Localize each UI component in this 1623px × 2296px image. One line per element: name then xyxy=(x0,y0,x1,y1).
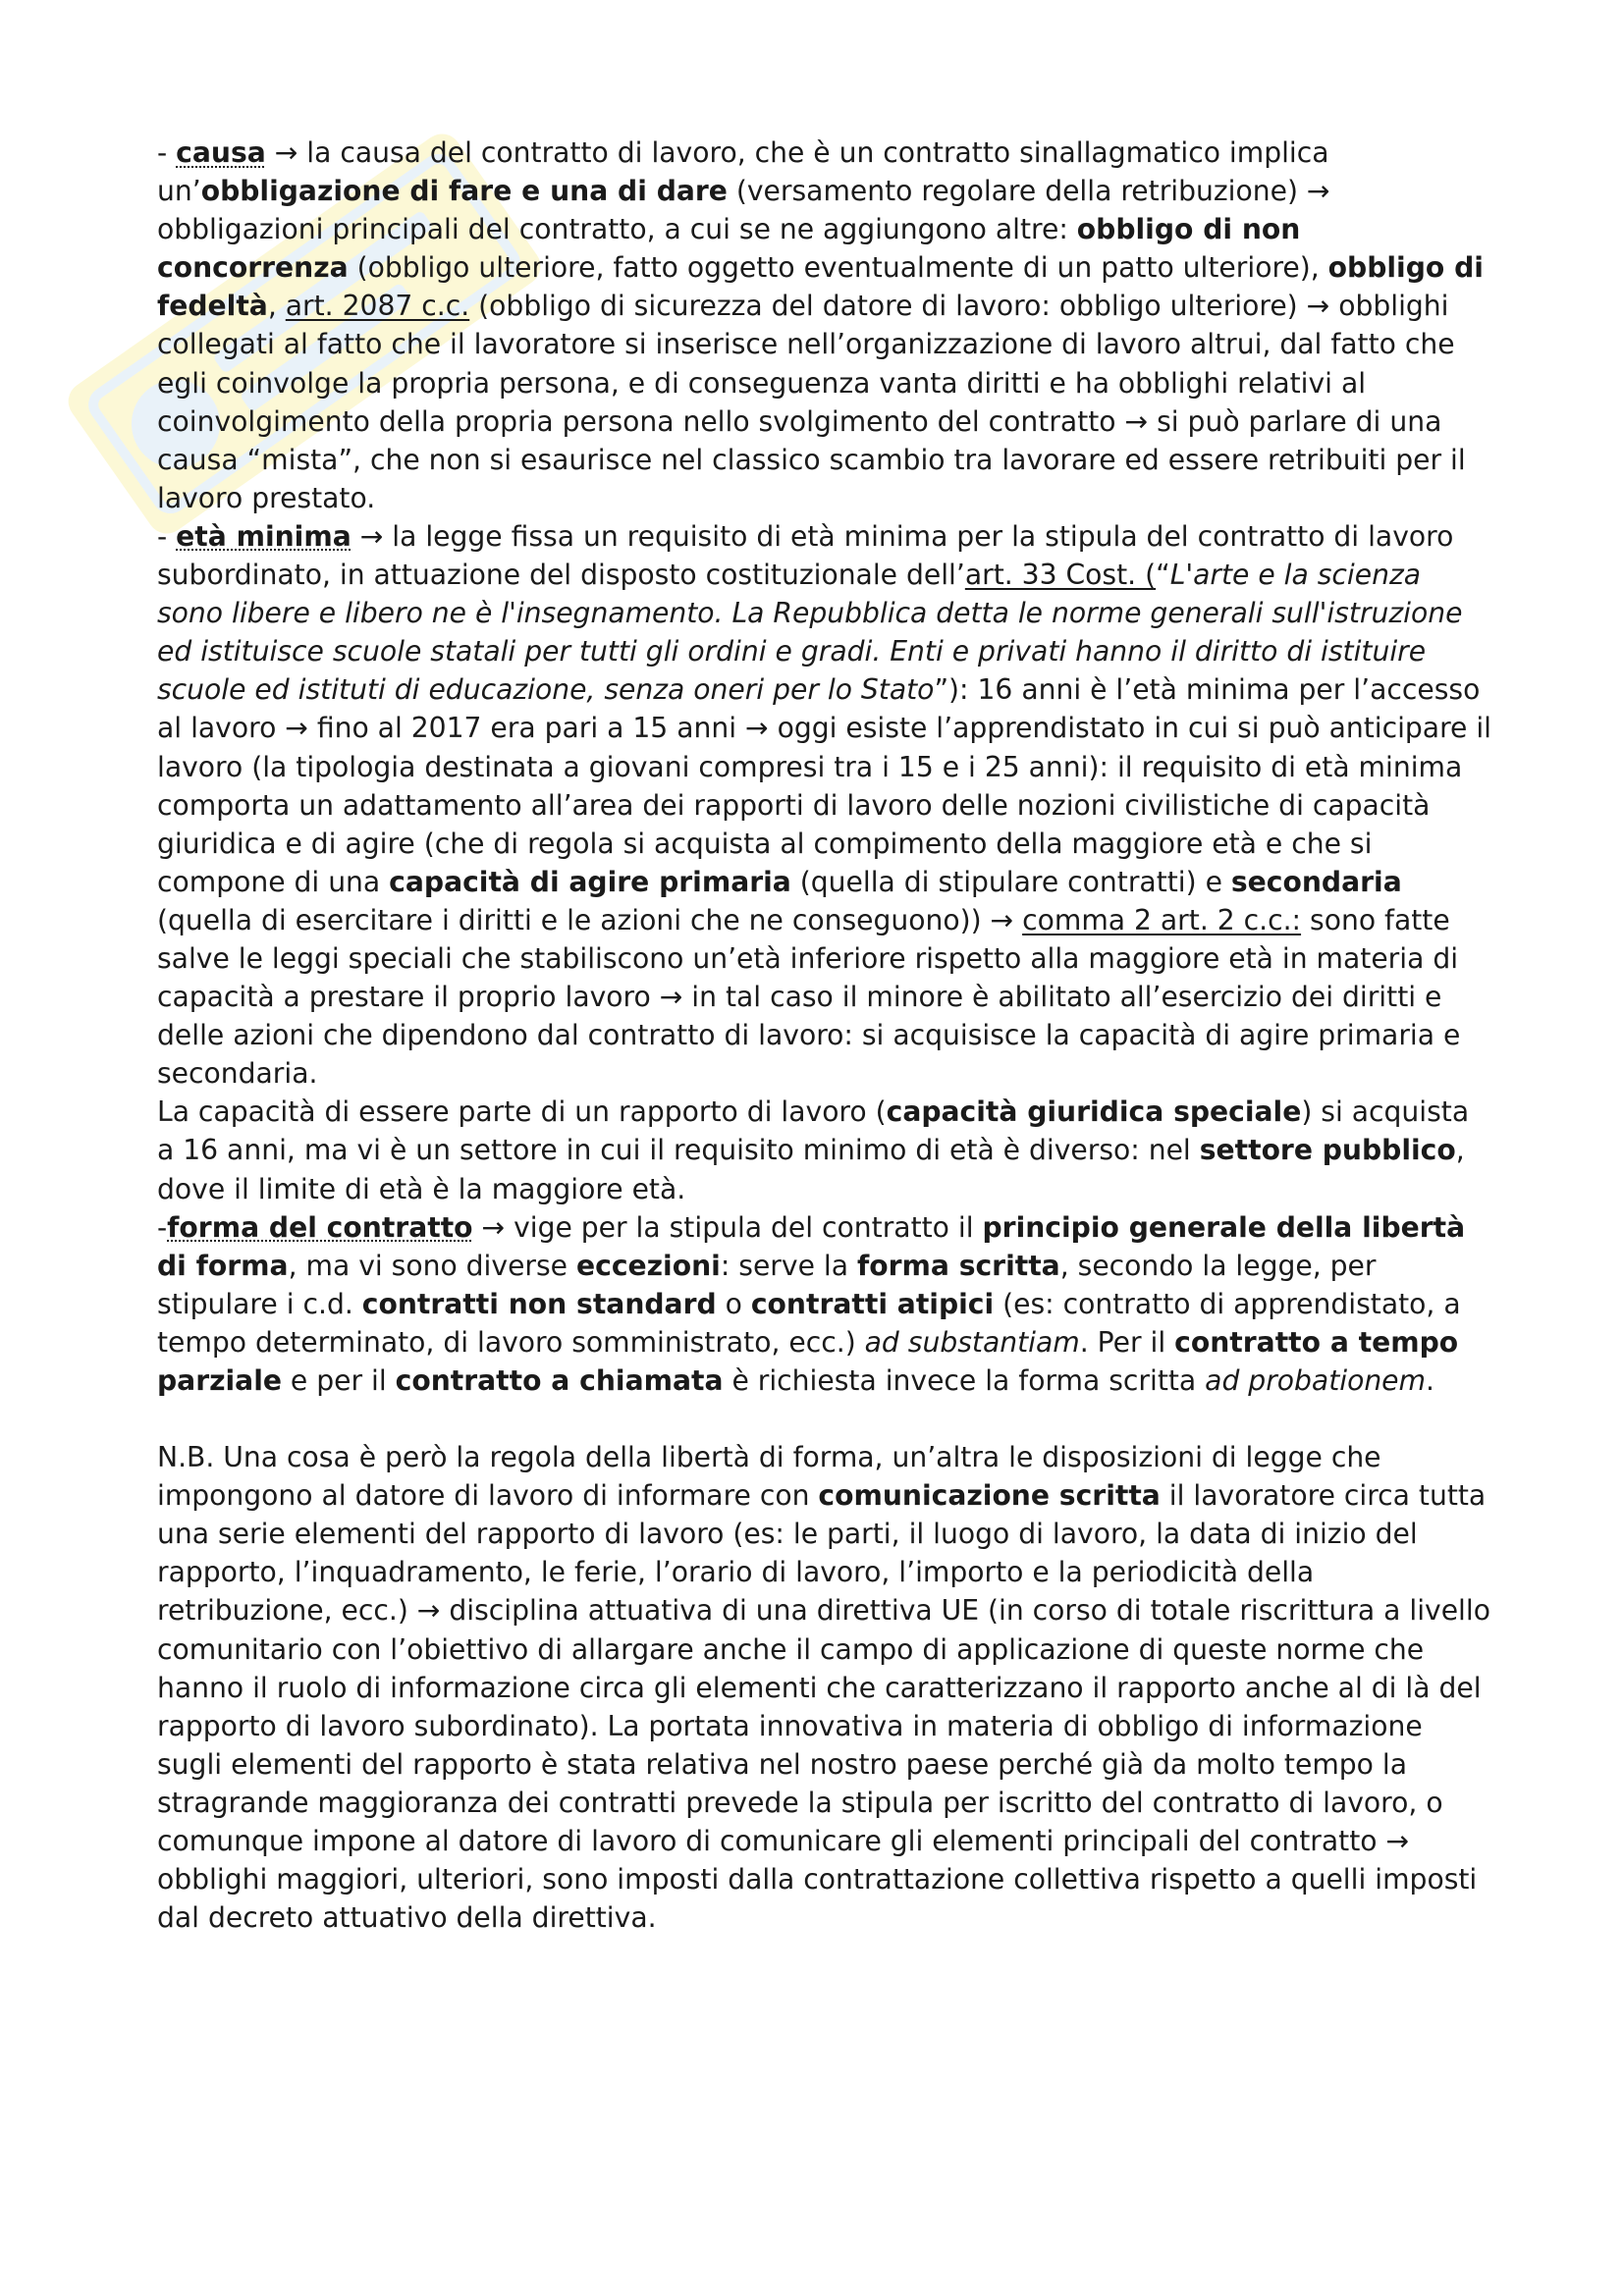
bold-term: obbligazione di fare e una di dare xyxy=(200,175,728,208)
law-reference-link[interactable]: art. 33 Cost. ( xyxy=(964,559,1157,592)
bold-term: capacità giuridica speciale xyxy=(886,1095,1302,1129)
text-run: , dove il limite di età è la maggiore età. xyxy=(157,1134,1465,1205)
bold-term: contratto a tempo parziale xyxy=(157,1325,1459,1397)
text-run: (versamento regolare della retribuzione) → obbligazioni principali del contratto, a cui se ne aggiungono altre: xyxy=(157,175,1330,246)
list-dash: - xyxy=(157,1210,168,1244)
text-run: (quella di stipulare contratti) e xyxy=(790,865,1231,898)
paragraph-spacer xyxy=(157,1400,1492,1438)
bold-term: contratto a chiamata xyxy=(395,1364,724,1397)
italic-term: ad probationem xyxy=(1205,1364,1426,1397)
text-run: : serve la xyxy=(720,1249,857,1282)
italic-quote: L'arte e la scienza sono libere e libero ne è l'insegnamento. La Repubblica detta le norme generali sull'istruzione ed istituisce scuole statali per tutti gli ordini e gradi. Enti e privati hanno il diritto di istituire scuole ed istituti di educazione, senza oneri per lo Stato xyxy=(157,559,1463,707)
bold-term: comunicazione scritta xyxy=(818,1479,1161,1513)
italic-term: ad substantiam xyxy=(864,1325,1080,1359)
heading-forma-contratto: forma del contratto xyxy=(167,1210,473,1244)
text-run: il lavoratore circa tutta una serie elementi del rapporto di lavoro (es: le parti, il luogo di lavoro, la data di inizio del rapporto, l’inquadramento, le ferie, l’orario di lavoro, l’importo e la periodicità della retribuzione, ecc.) → disciplina attuativa di una direttiva UE (in corso di totale riscrittura a livello comunitario con l’obiettivo di allargare anche il campo di applicazione di queste norme che hanno il ruolo di informazione circa gli elementi che caratterizzano il rapporto anche al di là del rapporto di lavoro subordinato). La portata innovativa in materia di obbligo di informazione sugli elementi del rapporto è stata relativa nel nostro paese perché già da molto tempo la stragrande maggioranza dei contratti prevede la stipula per iscritto del contratto di lavoro, o comunque impone al datore di lavoro di comunicare gli elementi principali del contratto → obblighi maggiori, ulteriori, sono imposti dalla contrattazione collettiva rispetto a quelli imposti dal decreto attuativo della direttiva. xyxy=(157,1479,1490,1935)
paragraph-capacita xyxy=(157,1093,1492,1207)
text-run: (obbligo ulteriore, fatto oggetto eventualmente di un patto ulteriore), xyxy=(348,251,1328,285)
text-run: (es: contratto di apprendistato, a tempo determinato, di lavoro somministrato, ecc.) xyxy=(157,1287,1461,1359)
bold-term: contratti non standard xyxy=(361,1287,717,1320)
text-run: “ xyxy=(1156,559,1170,592)
text-run: è richiesta invece la forma scritta xyxy=(723,1364,1206,1397)
bold-term: secondaria xyxy=(1230,865,1402,898)
bold-term: forma scritta xyxy=(856,1249,1060,1282)
list-dash: - xyxy=(157,519,177,553)
text-run: → vige per la stipula del contratto il xyxy=(472,1210,983,1244)
heading-eta-minima: età minima xyxy=(176,519,352,553)
paragraph-forma xyxy=(157,1208,1492,1400)
text-run: (quella di esercitare i diritti e le azioni che ne conseguono)) → xyxy=(157,903,1023,936)
bold-term: capacità di agire primaria xyxy=(389,865,791,898)
paragraph-eta-minima xyxy=(157,517,1492,1093)
text-run: sono fatte salve le leggi speciali che stabiliscono un’età inferiore rispetto alla maggiore età in materia di capacità a prestare il proprio lavoro → in tal caso il minore è abilitato all’esercizio dei diritti e delle azioni che dipendono dal contratto di lavoro: si acquisisce la capacità di agire primaria e secondaria. xyxy=(157,903,1461,1091)
text-run: ) si acquista a 16 anni, ma vi è un settore in cui il requisito minimo di età è diverso: nel xyxy=(157,1095,1470,1167)
text-run: ”): 16 anni è l’età minima per l’accesso al lavoro → fino al 2017 era pari a 15 anni → oggi esiste l’apprendistato in cui si può anticipare il lavoro (la tipologia destinata a giovani compresi tra i 15 e i 25 anni): il requisito di età minima comporta un adattamento all’area dei rapporti di lavoro delle nozioni civilistiche di capacità giuridica e di agire (che di regola si acquista al compimento della maggiore età e che si compone di una xyxy=(157,673,1492,898)
bold-term: eccezioni xyxy=(576,1249,721,1282)
text-run: → la legge fissa un requisito di età minima per la stipula del contratto di lavoro subordinato, in attuazione del disposto costituzionale dell’ xyxy=(157,519,1454,592)
bold-term: contratti atipici xyxy=(750,1287,995,1320)
text-run: . xyxy=(1425,1364,1434,1397)
text-run: , secondo la legge, per stipulare i c.d. xyxy=(157,1249,1377,1320)
text-run: . Per il xyxy=(1079,1325,1175,1359)
list-dash: - xyxy=(157,136,177,169)
law-reference-link[interactable]: comma 2 art. 2 c.c.: xyxy=(1022,903,1302,936)
text-run: , xyxy=(267,290,286,323)
bold-term: principio generale della libertà di forma xyxy=(157,1210,1466,1282)
text-run: e per il xyxy=(281,1364,396,1397)
text-run: (obbligo di sicurezza del datore di lavoro: obbligo ulteriore) → obblighi collegati al fatto che il lavoratore si inserisce nell’organizzazione di lavoro altrui, dal fatto che egli coinvolge la propria persona, e di conseguenza vanta diritti e ha obblighi relativi al coinvolgimento della propria persona nello svolgimento del contratto → si può parlare di una causa “mista”, che non si esaurisce nel classico scambio tra lavorare ed essere retribuiti per il lavoro prestato. xyxy=(157,290,1466,514)
bold-term: obbligo di fedeltà xyxy=(157,251,1484,323)
document-body xyxy=(157,133,1492,1937)
law-reference-link[interactable]: art. 2087 c.c. xyxy=(285,290,470,323)
text-run: La capacità di essere parte di un rapporto di lavoro ( xyxy=(157,1095,887,1129)
paragraph-nota-bene xyxy=(157,1438,1492,1937)
text-run: → la causa del contratto di lavoro, che è un contratto sinallagmatico implica un’ xyxy=(157,136,1329,208)
text-run: , ma vi sono diverse xyxy=(288,1249,576,1282)
bold-term: obbligo di non concorrenza xyxy=(157,213,1301,285)
text-run: N.B. Una cosa è però la regola della libertà di forma, un’altra le disposizioni di legge che impongono al datore di lavoro di informare con xyxy=(157,1441,1381,1513)
paragraph-causa xyxy=(157,133,1492,517)
bold-term: settore pubblico xyxy=(1199,1134,1456,1167)
text-run: o xyxy=(716,1287,751,1320)
heading-causa: causa xyxy=(176,136,266,169)
